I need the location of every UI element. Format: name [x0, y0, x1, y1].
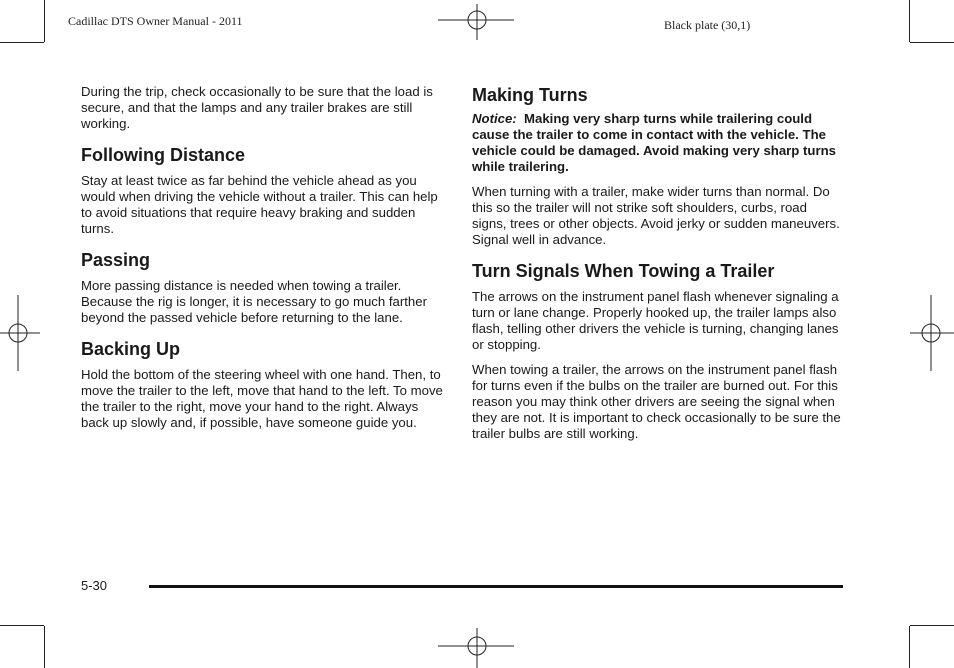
turn-signals-paragraph-1: The arrows on the instrument panel flash whenever signaling a turn or lane change. Properly hooked up, the trailer lamps also flash, telling other drivers the vehicle is turning, changing lanes or stopping. — [472, 289, 839, 352]
registration-mark-icon — [438, 4, 518, 44]
registration-mark-icon — [438, 628, 518, 668]
heading-turn-signals: Turn Signals When Towing a Trailer — [472, 261, 775, 281]
heading-making-turns: Making Turns — [472, 85, 588, 105]
crop-mark — [910, 625, 954, 626]
crop-mark — [0, 42, 44, 43]
making-turns-paragraph: When turning with a trailer, make wider turns than normal. Do this so the trailer will not strike soft shoulders, curbs, road signs, trees or other objects. Avoid jerky or sudden maneuvers. Signal well in advance. — [472, 184, 840, 247]
notice-label: Notice: — [472, 111, 517, 126]
following-distance-paragraph: Stay at least twice as far behind the vehicle ahead as you would when driving the vehicle without a trailer. This can help to avoid situations that require heavy braking and sudden turns. — [81, 173, 438, 236]
crop-mark — [0, 625, 44, 626]
turn-signals-paragraph-2: When towing a trailer, the arrows on the instrument panel flash for turns even if the bulbs on the trailer are burned out. For this reason you may think other drivers are seeing the signal when they are not. It is important to check occasionally to be sure the trailer bulbs are still working. — [472, 362, 841, 441]
registration-mark-icon — [0, 293, 40, 373]
crop-mark — [910, 42, 954, 43]
crop-mark — [44, 626, 45, 668]
heading-passing: Passing — [81, 250, 151, 270]
left-column — [81, 84, 443, 440]
crop-mark — [909, 626, 910, 668]
crop-mark — [909, 0, 910, 42]
backing-up-paragraph: Hold the bottom of the steering wheel with one hand. Then, to move the trailer to the left, move that hand to the left. To move the trailer to the right, move your hand to the right. Always back up slowly and, if possible, have someone guide you. — [81, 367, 443, 430]
crop-mark — [44, 0, 45, 42]
intro-paragraph: During the trip, check occasionally to be sure that the load is secure, and that the lamps and any trailer brakes are still working. — [81, 84, 433, 131]
notice-paragraph — [472, 111, 844, 175]
header-plate-info: Black plate (30,1) — [664, 18, 751, 32]
passing-paragraph: More passing distance is needed when towing a trailer. Because the rig is longer, it is necessary to go much farther beyond the passed vehicle before returning to the lane. — [81, 278, 427, 325]
heading-following-distance: Following Distance — [81, 145, 246, 165]
footer-rule — [149, 585, 843, 588]
right-column — [472, 84, 844, 451]
heading-backing-up: Backing Up — [81, 339, 181, 359]
registration-mark-icon — [910, 293, 954, 373]
header-manual-title: Cadillac DTS Owner Manual - 2011 — [68, 14, 243, 28]
page-number: 5-30 — [81, 578, 108, 593]
notice-text: Making very sharp turns while trailering could cause the trailer to come in contact with the vehicle. The vehicle could be damaged. Avoid making very sharp turns while trailering. — [472, 111, 836, 174]
